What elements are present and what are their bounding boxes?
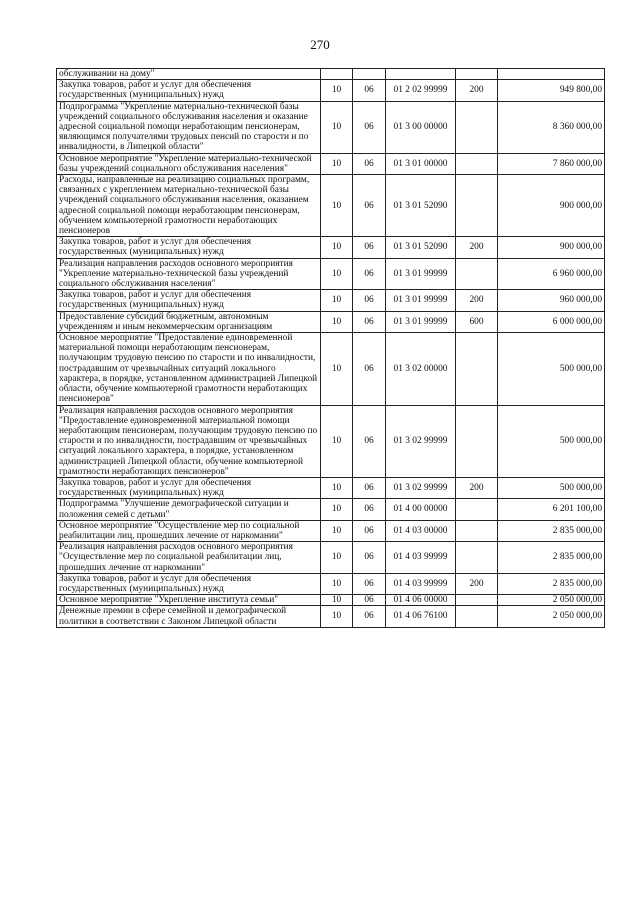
- row-name: Реализация направления расходов основного мероприятия "Укрепление материально-технической базы учреждений социального обслуживания населения": [57, 258, 321, 290]
- row-name: Закупка товаров, работ и услуг для обеспечения государственных (муниципальных) нужд: [57, 477, 321, 498]
- budget-table: [56, 68, 605, 628]
- row-name: Подпрограмма "Укрепление материально-технической базы учреждений социального обслуживания населения и оказание адресной социальной помощи неработающим пенсионерам, являющимся получателями трудовых пенсий по старости и по инвалидности, в Липецкой области": [57, 101, 321, 153]
- row-subsection-code: 06: [353, 573, 386, 594]
- row-section-code: 10: [321, 101, 353, 153]
- row-amount: 500 000,00: [498, 333, 605, 405]
- row-name: Основное мероприятие "Предоставление единовременной материальной помощи неработающим пенсионерам, получающим трудовую пенсию по старости и по инвалидности, пострадавшим от чрезвычайных ситуаций локального характера, в порядке, установленном администрацией Липецкой области, обучение компьютерной грамотности неработающих пенсионеров": [57, 333, 321, 405]
- row-amount: 6 201 100,00: [498, 499, 605, 520]
- table-row: [57, 290, 605, 311]
- row-subsection-code: 06: [353, 258, 386, 290]
- table-row: [57, 405, 605, 477]
- row-subsection-code: 06: [353, 405, 386, 477]
- row-name: Закупка товаров, работ и услуг для обеспечения государственных (муниципальных) нужд: [57, 80, 321, 101]
- row-name: Основное мероприятие "Укрепление института семьи": [57, 595, 321, 606]
- row-section-code: 10: [321, 311, 353, 332]
- row-name: Предоставление субсидий бюджетным, автономным учреждениям и иным некоммерческим организациям: [57, 311, 321, 332]
- row-expense-type: [456, 405, 498, 477]
- row-expense-type: 200: [456, 80, 498, 101]
- table-row: [57, 80, 605, 101]
- table-row: [57, 175, 605, 237]
- row-subsection-code: 06: [353, 101, 386, 153]
- row-section-code: 10: [321, 595, 353, 606]
- row-target-article: 01 4 06 76100: [386, 606, 456, 627]
- row-section-code: 10: [321, 290, 353, 311]
- row-amount: 900 000,00: [498, 175, 605, 237]
- table-row: [57, 499, 605, 520]
- row-subsection-code: 06: [353, 237, 386, 258]
- row-target-article: 01 3 01 99999: [386, 290, 456, 311]
- table-row: [57, 237, 605, 258]
- table-row: [57, 595, 605, 606]
- row-subsection-code: 06: [353, 333, 386, 405]
- row-target-article: [386, 69, 456, 80]
- row-name: Закупка товаров, работ и услуг для обеспечения государственных (муниципальных) нужд: [57, 290, 321, 311]
- row-expense-type: 200: [456, 237, 498, 258]
- row-target-article: 01 3 00 00000: [386, 101, 456, 153]
- table-row: [57, 101, 605, 153]
- table-row: [57, 520, 605, 541]
- row-target-article: 01 4 06 00000: [386, 595, 456, 606]
- row-name: Основное мероприятие "Укрепление материально-технической базы учреждений социального обслуживания населения": [57, 153, 321, 174]
- row-subsection-code: [353, 69, 386, 80]
- row-subsection-code: 06: [353, 290, 386, 311]
- table-row: [57, 573, 605, 594]
- row-amount: 500 000,00: [498, 405, 605, 477]
- row-subsection-code: 06: [353, 595, 386, 606]
- row-expense-type: [456, 258, 498, 290]
- row-amount: 6 000 000,00: [498, 311, 605, 332]
- table-row: [57, 333, 605, 405]
- row-target-article: 01 4 03 99999: [386, 542, 456, 574]
- row-amount: 6 960 000,00: [498, 258, 605, 290]
- row-section-code: 10: [321, 175, 353, 237]
- table-row: [57, 69, 605, 80]
- table-row: [57, 606, 605, 627]
- row-expense-type: 200: [456, 477, 498, 498]
- row-expense-type: [456, 606, 498, 627]
- row-subsection-code: 06: [353, 175, 386, 237]
- row-name: обслуживании на дому": [57, 69, 321, 80]
- row-subsection-code: 06: [353, 499, 386, 520]
- row-section-code: 10: [321, 573, 353, 594]
- table-row: [57, 153, 605, 174]
- row-amount: 900 000,00: [498, 237, 605, 258]
- row-amount: 2 835 000,00: [498, 542, 605, 574]
- row-section-code: 10: [321, 258, 353, 290]
- row-amount: [498, 69, 605, 80]
- row-amount: 500 000,00: [498, 477, 605, 498]
- row-name: Реализация направления расходов основного мероприятия "Предоставление единовременной материальной помощи неработающим пенсионерам, получающим трудовую пенсию по старости и по инвалидности, пострадавшим от чрезвычайных ситуаций локального характера, в порядке, установленном администрацией Липецкой области, обучение компьютерной грамотности неработающих пенсионеров": [57, 405, 321, 477]
- row-expense-type: [456, 499, 498, 520]
- row-section-code: 10: [321, 520, 353, 541]
- row-subsection-code: 06: [353, 80, 386, 101]
- row-amount: 949 800,00: [498, 80, 605, 101]
- row-target-article: 01 3 01 99999: [386, 258, 456, 290]
- row-section-code: 10: [321, 333, 353, 405]
- row-expense-type: [456, 595, 498, 606]
- row-target-article: 01 3 02 00000: [386, 333, 456, 405]
- row-expense-type: 600: [456, 311, 498, 332]
- row-section-code: 10: [321, 237, 353, 258]
- row-section-code: 10: [321, 477, 353, 498]
- row-target-article: 01 3 01 52090: [386, 237, 456, 258]
- row-name: Реализация направления расходов основного мероприятия "Осуществление мер по социальной реабилитации лиц, прошедших лечение от наркомании": [57, 542, 321, 574]
- row-expense-type: [456, 542, 498, 574]
- row-subsection-code: 06: [353, 311, 386, 332]
- row-expense-type: 200: [456, 573, 498, 594]
- row-name: Закупка товаров, работ и услуг для обеспечения государственных (муниципальных) нужд: [57, 237, 321, 258]
- row-expense-type: 200: [456, 290, 498, 311]
- row-amount: 2 835 000,00: [498, 520, 605, 541]
- row-name: Основное мероприятие "Осуществление мер по социальной реабилитации лиц, прошедших лечение от наркомании": [57, 520, 321, 541]
- row-section-code: 10: [321, 405, 353, 477]
- row-amount: 7 860 000,00: [498, 153, 605, 174]
- row-expense-type: [456, 333, 498, 405]
- row-name: Расходы, направленные на реализацию социальных программ, связанных с укреплением материально-технической базы учреждений социального обслуживания населения, оказанием адресной социальной помощи неработающим пенсионерам, обучением компьютерной грамотности неработающих пенсионеров: [57, 175, 321, 237]
- table-row: [57, 258, 605, 290]
- page-number: 270: [310, 37, 330, 52]
- row-name: Денежные премии в сфере семейной и демографической политики в соответствии с Законом Липецкой области: [57, 606, 321, 627]
- row-expense-type: [456, 69, 498, 80]
- table-row: [57, 477, 605, 498]
- row-amount: 2 835 000,00: [498, 573, 605, 594]
- row-section-code: 10: [321, 542, 353, 574]
- row-name: Подпрограмма "Улучшение демографической ситуации и положения семей с детьми": [57, 499, 321, 520]
- row-amount: 8 360 000,00: [498, 101, 605, 153]
- row-expense-type: [456, 101, 498, 153]
- row-target-article: 01 2 02 99999: [386, 80, 456, 101]
- row-target-article: 01 3 02 99999: [386, 477, 456, 498]
- row-amount: 2 050 000,00: [498, 595, 605, 606]
- row-amount: 960 000,00: [498, 290, 605, 311]
- row-section-code: 10: [321, 153, 353, 174]
- row-subsection-code: 06: [353, 542, 386, 574]
- row-target-article: 01 3 02 99999: [386, 405, 456, 477]
- row-target-article: 01 4 00 00000: [386, 499, 456, 520]
- row-section-code: 10: [321, 80, 353, 101]
- row-target-article: 01 4 03 00000: [386, 520, 456, 541]
- row-amount: 2 050 000,00: [498, 606, 605, 627]
- row-subsection-code: 06: [353, 477, 386, 498]
- row-name: Закупка товаров, работ и услуг для обеспечения государственных (муниципальных) нужд: [57, 573, 321, 594]
- table-row: [57, 542, 605, 574]
- row-subsection-code: 06: [353, 520, 386, 541]
- row-target-article: 01 3 01 52090: [386, 175, 456, 237]
- table-row: [57, 311, 605, 332]
- row-section-code: [321, 69, 353, 80]
- row-subsection-code: 06: [353, 606, 386, 627]
- row-expense-type: [456, 175, 498, 237]
- row-subsection-code: 06: [353, 153, 386, 174]
- row-target-article: 01 3 01 99999: [386, 311, 456, 332]
- row-target-article: 01 4 03 99999: [386, 573, 456, 594]
- row-section-code: 10: [321, 606, 353, 627]
- row-section-code: 10: [321, 499, 353, 520]
- row-target-article: 01 3 01 00000: [386, 153, 456, 174]
- row-expense-type: [456, 520, 498, 541]
- row-expense-type: [456, 153, 498, 174]
